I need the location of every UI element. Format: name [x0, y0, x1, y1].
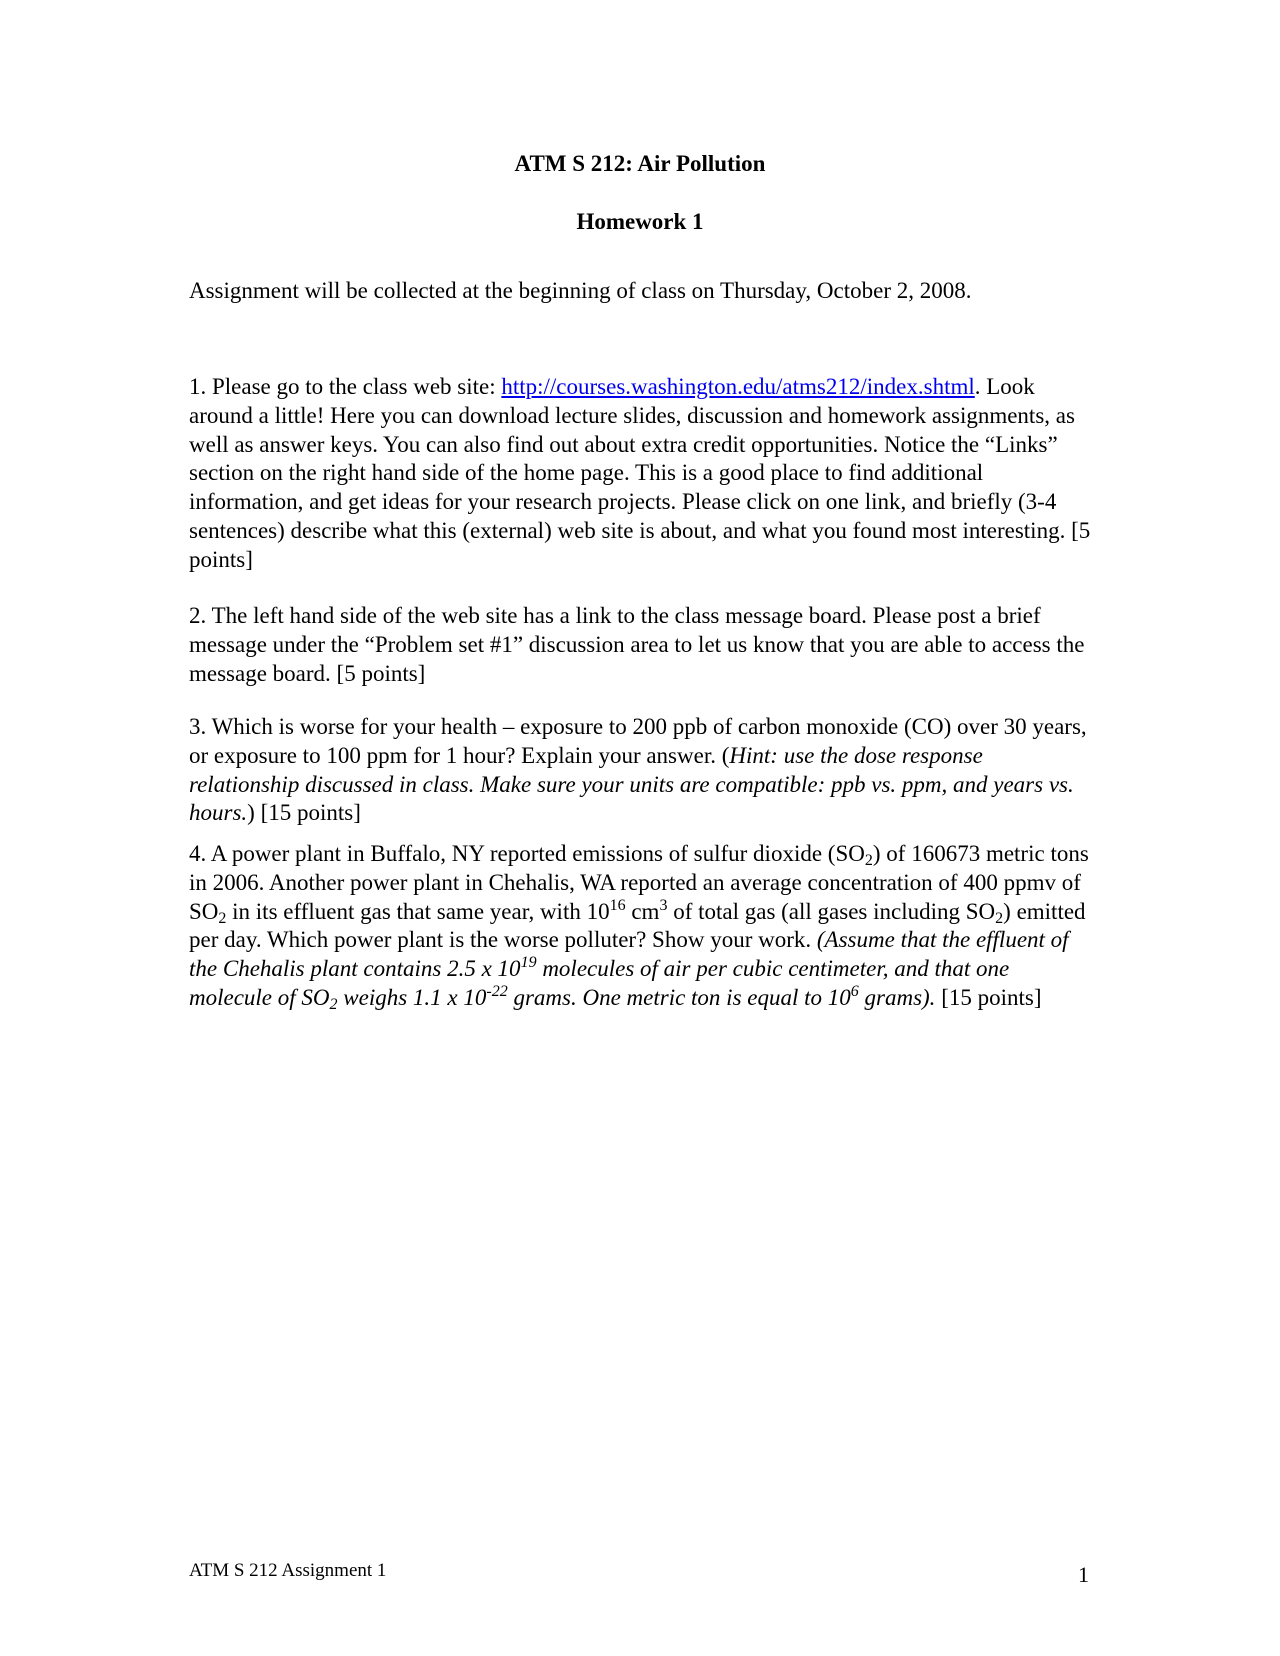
question-4 — [189, 840, 1094, 1013]
superscript-6: 6 — [850, 982, 859, 1000]
q1-lead: 1. Please go to the class web site: — [189, 374, 502, 399]
question-1 — [189, 373, 1094, 575]
superscript-3: 3 — [659, 896, 668, 914]
course-title: ATM S 212: Air Pollution — [514, 151, 766, 176]
q4-italic-4: grams. One metric ton is equal to 10 — [507, 984, 851, 1010]
question-2: 2. The left hand side of the web site has a link to the class message board. Please post a brief message under the “Problem set #1” discussion area to let us know that you are able to access the message board. [5 points] — [189, 603, 1085, 686]
q3-hint: Hint: use the dose response relationship discussed in class. Make sure your units are compatible: ppb vs. ppm, and years vs. hours. — [189, 742, 1074, 826]
page-number: 1 — [1078, 1562, 1089, 1587]
subscript-2: 2 — [218, 909, 227, 927]
due-notice: Assignment will be collected at the beginning of class on Thursday, October 2, 2008. — [189, 278, 972, 303]
q4-points: [15 points] — [935, 984, 1042, 1010]
class-website-link[interactable]: http://courses.washington.edu/atms212/index.shtml — [501, 374, 975, 399]
q4-text-4: cm — [625, 898, 660, 924]
q3-text: 3. Which is worse for your health – exposure to 200 ppb of carbon monoxide (CO) over 30 years, or exposure to 100 ppm for 1 hour? Explain your answer. ( — [189, 714, 1087, 768]
q4-text-5: of total gas (all gases including SO — [667, 898, 996, 924]
superscript-neg22: -22 — [486, 982, 508, 1000]
q1-rest: Look around a little! Here you can download lecture slides, discussion and homework assignments, as well as answer keys. You can also find out about extra credit opportunities. Notice the “Links” section on the right hand side of the home page. This is a good place to find additional information, and get ideas for your research projects. Please click on one link, and briefly (3-4 sentences) describe what this (external) web site is about, and what you found most interesting. [5 points] — [189, 374, 1091, 572]
homework-title: Homework 1 — [576, 209, 704, 234]
subscript-2: 2 — [329, 995, 338, 1013]
q1-period: . — [974, 374, 981, 399]
q4-text-6: ) emitted per day. Which power plant is the worse polluter? Show your work. — [189, 898, 1086, 953]
q4-text-2: ) of 160673 metric tons in 2006. Another power plant in Chehalis, WA reported an average concentration of 400 ppmv of SO — [189, 841, 1089, 924]
q4-italic-2: molecules of air per cubic centimeter, and that one molecule of SO — [189, 956, 1010, 1010]
question-3 — [189, 713, 1094, 828]
subscript-2: 2 — [864, 852, 873, 869]
superscript-19: 19 — [520, 954, 537, 972]
footer-label: ATM S 212 Assignment 1 — [189, 1560, 387, 1581]
q4-italic-1: (Assume that the effluent of the Chehalis plant contains 2.5 x 10 — [189, 927, 1069, 982]
q3-points: ) [15 points] — [247, 800, 361, 826]
q4-italic-5: grams). — [858, 984, 936, 1010]
q4-text-1: 4. A power plant in Buffalo, NY reported emissions of sulfur dioxide (SO — [189, 841, 865, 866]
superscript-16: 16 — [609, 896, 626, 914]
q4-italic-3: weighs 1.1 x 10 — [337, 984, 487, 1010]
q4-text-3: in its effluent gas that same year, with 10 — [226, 898, 610, 924]
subscript-2: 2 — [995, 909, 1004, 927]
